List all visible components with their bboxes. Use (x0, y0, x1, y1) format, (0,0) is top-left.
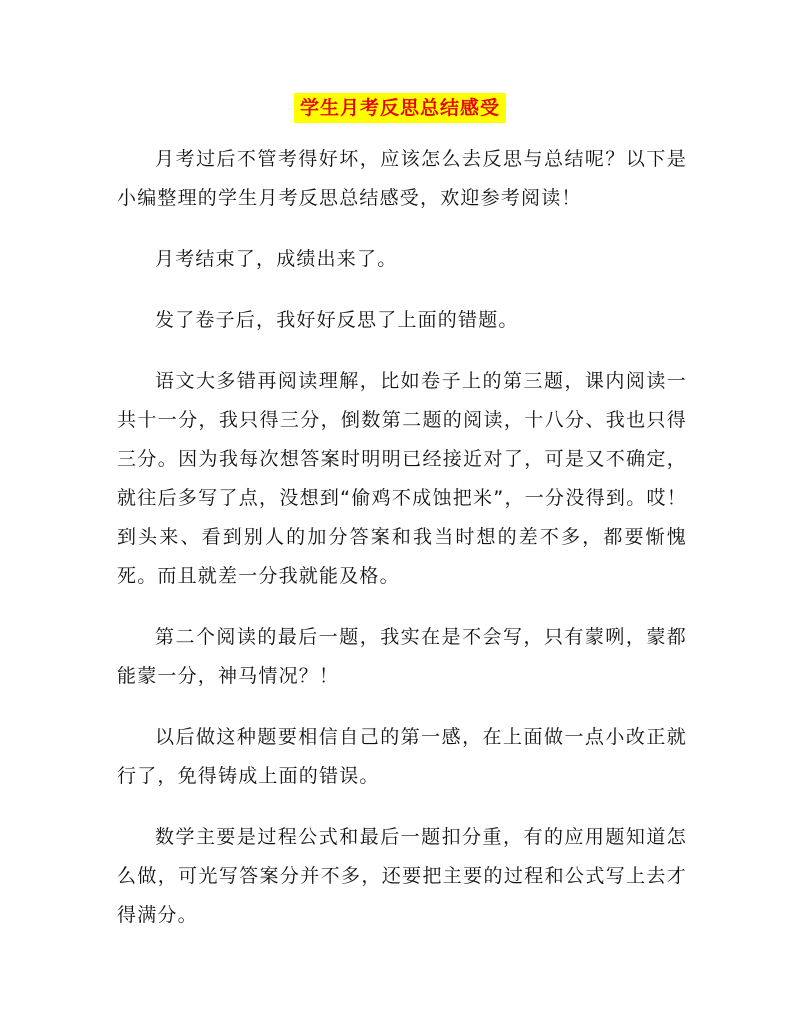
paragraph-chinese: 语文大多错再阅读理解，比如卷子上的第三题，课内阅读一共十一分，我只得三分，倒数第二题的阅读，十八分、我也只得三分。因为我每次想答案时明明已经接近对了，可是又不确定，就往后多写了点，没想到“偷鸡不成蚀把米”，一分没得到。哎！到头来、看到别人的加分答案和我当时想的差不多，都要惭愧死。而且就差一分我就能及格。 (117, 370, 687, 587)
document-body (117, 140, 687, 957)
paragraph-math: 数学主要是过程公式和最后一题扣分重，有的应用题知道怎么做，可光写答案分并不多，还要把主要的过程和公式写上去才得满分。 (117, 826, 687, 926)
paragraph-lesson: 以后做这种题要相信自己的第一感，在上面做一点小改正就行了，免得铸成上面的错误。 (117, 726, 687, 787)
paragraph-results: 月考结束了，成绩出来了。 (155, 248, 398, 270)
paragraph-second-reading: 第二个阅读的最后一题，我实在是不会写，只有蒙咧，蒙都能蒙一分，神马情况？！ (117, 626, 687, 687)
title-container (0, 93, 800, 123)
paragraph-reflection: 发了卷子后，我好好反思了上面的错题。 (155, 309, 519, 331)
document-title: 学生月考反思总结感受 (294, 93, 506, 123)
paragraph-intro: 月考过后不管考得好坏，应该怎么去反思与总结呢？以下是小编整理的学生月考反思总结感受，欢迎参考阅读！ (117, 148, 687, 209)
